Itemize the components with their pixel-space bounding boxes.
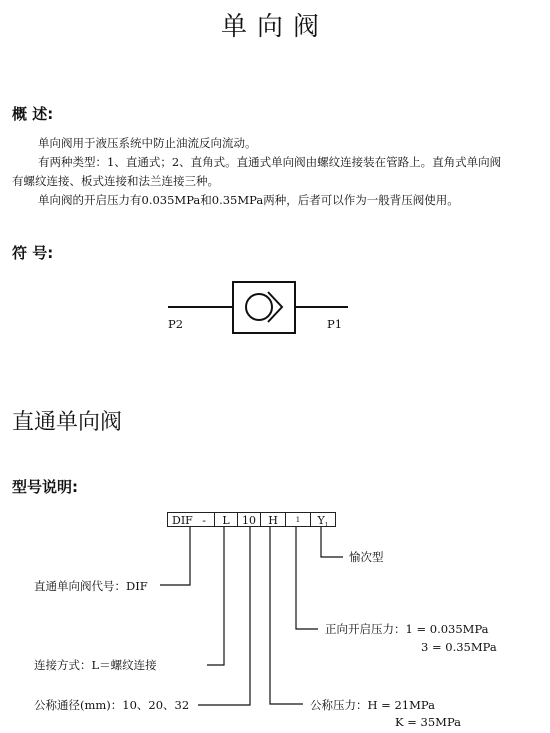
overview-line-2: 有两种类型：1、直通式；2、直角式。直通式单向阀由螺纹连接装在管路上。直角式单向阀 — [38, 155, 502, 169]
label-connection: 连接方式：L＝螺纹连接 — [34, 658, 157, 672]
page-title: 单向阀 — [220, 12, 329, 42]
label-crack-pressure: 正向开启压力：1 = 0.035MPa — [325, 622, 489, 636]
port-p1-label: P1 — [327, 317, 343, 331]
leader-series — [321, 527, 343, 557]
code-10: 10 — [242, 514, 256, 527]
code-1: 1 — [295, 516, 301, 524]
leader-connection — [207, 527, 224, 665]
label-crack-pressure-2: 3 = 0.35MPa — [421, 640, 497, 654]
label-series: 愉次型 — [349, 550, 384, 564]
section-heading: 直通单向阀 — [12, 410, 123, 435]
overview-line-4: 单向阀的开启压力有0.035MPa和0.35MPa两种，后者可以作为一般背压阀使用。 — [38, 193, 459, 207]
leader-crack — [296, 527, 318, 629]
model-heading: 型号说明: — [12, 478, 78, 496]
label-code-name: 直通单向阀代号：DIF — [34, 579, 148, 593]
overview-line-3: 有螺纹连接、板式连接和法兰连接三种。 — [12, 174, 219, 188]
code-y-sub: 1 — [324, 522, 329, 530]
code-dash: - — [202, 514, 207, 527]
leader-code-name — [160, 527, 190, 585]
label-nominal-pressure-2: K = 35MPa — [395, 715, 462, 729]
code-h: H — [268, 514, 278, 527]
label-nominal-pressure: 公称压力：H = 21MPa — [310, 698, 435, 712]
overview-line-1: 单向阀用于液压系统中防止油流反向流动。 — [38, 136, 257, 150]
code-dif: DIF — [172, 514, 193, 527]
symbol-heading: 符 号: — [12, 244, 54, 262]
label-nominal-diameter: 公称通径(mm)：10、20、32 — [34, 698, 190, 712]
leader-pressure — [270, 527, 303, 704]
port-p2-label: P2 — [168, 317, 184, 331]
code-y: Y — [317, 514, 325, 527]
code-l: L — [222, 514, 230, 527]
overview-heading: 概 述: — [12, 105, 54, 123]
